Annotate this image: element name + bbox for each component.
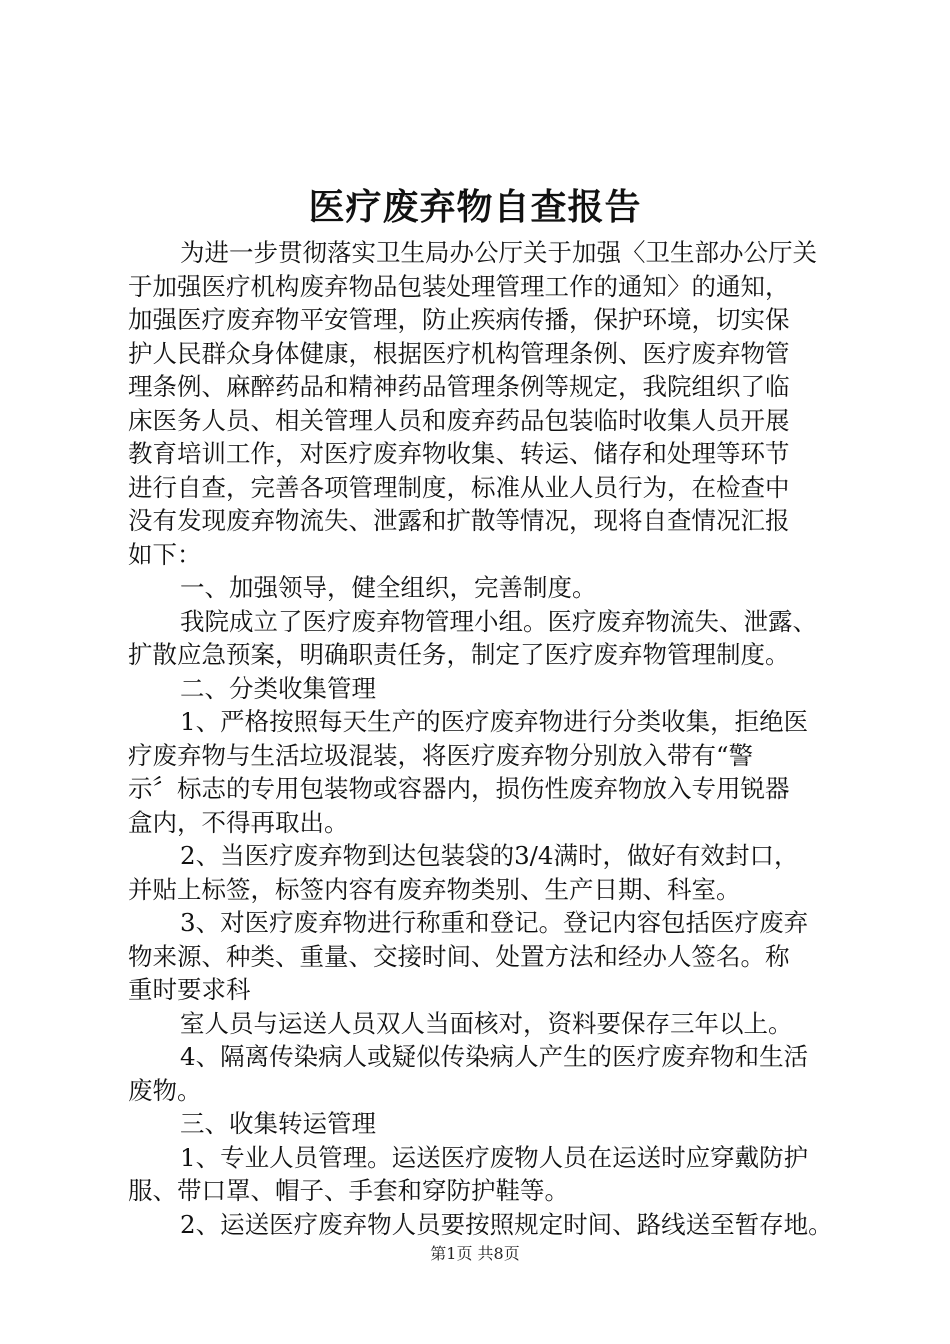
document-title: 医疗废弃物自查报告 [308,186,642,228]
body-line: 服、带口罩、帽子、手套和穿防护鞋等。 [128,1176,569,1205]
document-body [128,236,838,1241]
body-line: 并贴上标签，标签内容有废弃物类别、生产日期、科室。 [128,874,741,904]
body-line: 物来源、种类、重量、交接时间、处置方法和经办人签名。称 [128,941,790,971]
body-line: 扩散应急预案，明确职责任务，制定了医疗废弃物管理制度。 [128,640,790,669]
body-line: 2、当医疗废弃物到达包装袋的3/4满时，做好有效封口， [180,841,799,870]
body-line: 为进一步贯彻落实卫生局办公厅关于加强〈卫生部办公厅关 [180,238,817,267]
body-line: 三、收集转运管理 [180,1109,376,1138]
body-line: 2、运送医疗废弃物人员要按照规定时间、路线送至暂存地。 [180,1209,833,1239]
page-footer: 第1页 共8页 [430,1244,520,1263]
body-line: 示〞标志的专用包装物或容器内，损伤性废弃物放入专用锐器 [128,774,790,803]
body-line: 于加强医疗机构废弃物品包装处理管理工作的通知〉的通知， [128,271,790,301]
body-line: 3、对医疗废弃物进行称重和登记。登记内容包括医疗废弃 [180,908,809,937]
body-line: 教育培训工作，对医疗废弃物收集、转运、储存和处理等环节 [128,439,790,468]
body-line: 1、严格按照每天生产的医疗废弃物进行分类收集，拒绝医 [180,707,809,736]
body-line: 护人民群众身体健康，根据医疗机构管理条例、医疗废弃物管 [128,338,790,368]
body-line: 如下： [128,539,202,569]
body-line: 一、加强领导，健全组织，完善制度。 [180,573,597,602]
body-line: 重时要求科 [128,975,251,1004]
body-line: 我院成立了医疗废弃物管理小组。医疗废弃物流失、泄露、 [180,606,817,636]
body-line: 疗废弃物与生活垃圾混装，将医疗废弃物分别放入带有“警 [128,740,754,770]
body-line: 废物。 [128,1075,202,1105]
body-line: 没有发现废弃物流失、泄露和扩散等情况，现将自查情况汇报 [128,506,790,535]
body-line: 室人员与运送人员双人当面核对，资料要保存三年以上。 [180,1008,793,1038]
body-line: 床医务人员、相关管理人员和废弃药品包装临时收集人员开展 [128,405,790,435]
body-line: 4、隔离传染病人或疑似传染病人产生的医疗废弃物和生活 [180,1042,809,1071]
body-line: 1、专业人员管理。运送医疗废物人员在运送时应穿戴防护 [180,1142,809,1172]
body-line: 加强医疗废弃物平安管理，防止疾病传播，保护环境，切实保 [128,305,790,334]
body-line: 进行自查，完善各项管理制度，标准从业人员行为，在检查中 [128,472,790,502]
body-line: 理条例、麻醉药品和精神药品管理条例等规定，我院组织了临 [128,372,790,401]
body-line: 盒内，不得再取出。 [128,807,349,837]
body-line: 二、分类收集管理 [180,673,376,703]
